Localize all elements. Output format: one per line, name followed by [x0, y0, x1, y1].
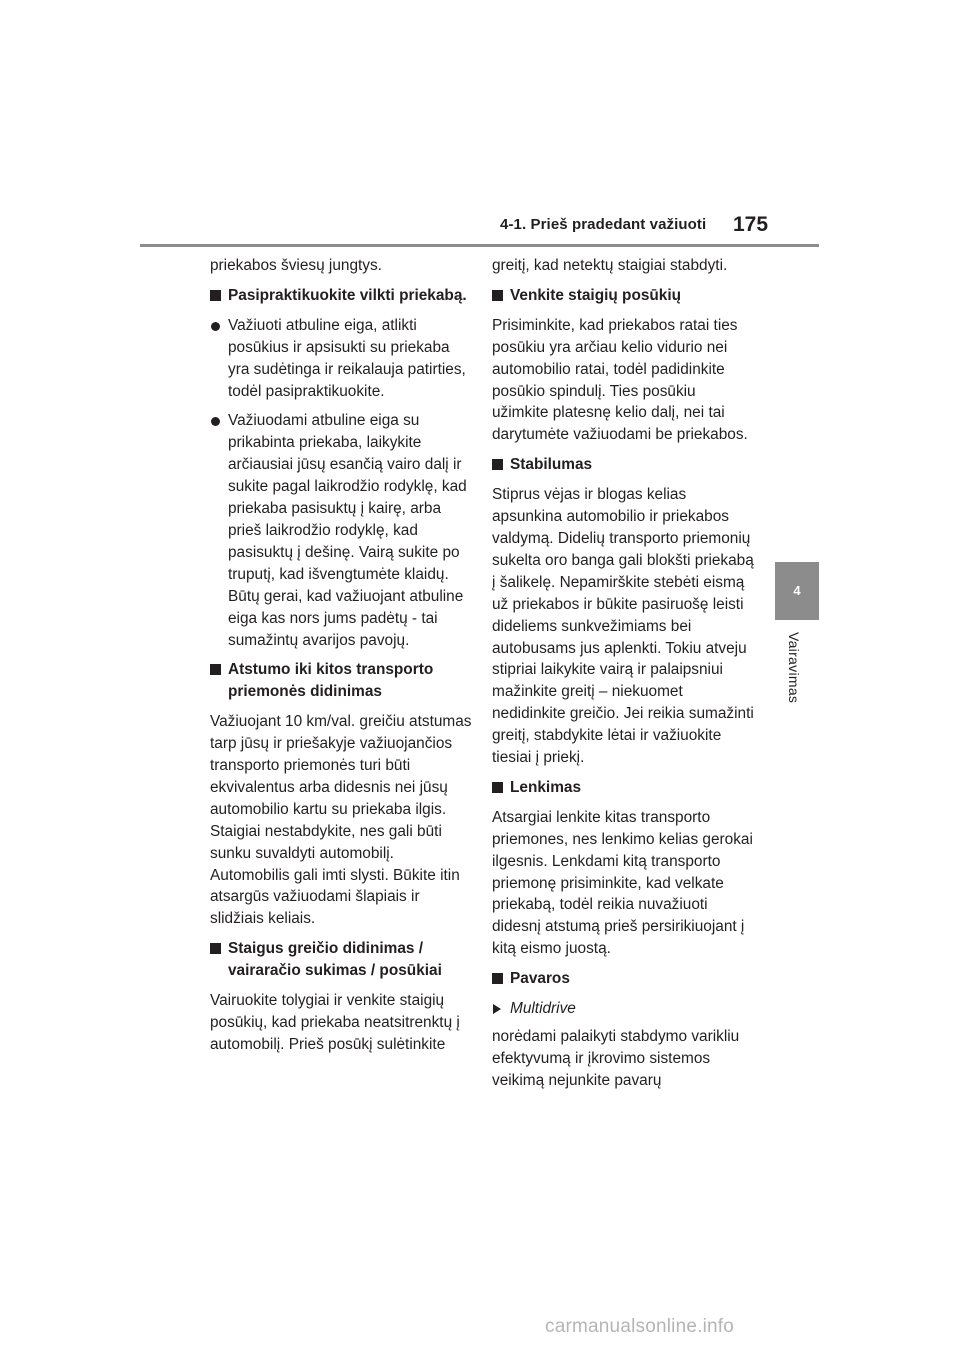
- chapter-tab[interactable]: 4: [775, 562, 819, 620]
- heading-text: Staigus greičio didinimas / vairaračio sukimas / posūkiai: [228, 940, 442, 980]
- triangle-bullet-icon: [493, 1004, 501, 1014]
- paragraph: Vairuokite tolygiai ir venkite staigių posūkių, kad priekaba neatsitrenktų į automobilį. Prieš posūkį sulėtinkite: [210, 992, 460, 1053]
- heading-text: Lenkimas: [510, 778, 582, 796]
- square-bullet-icon: [492, 459, 503, 470]
- square-bullet-icon: [210, 290, 221, 301]
- round-bullet-icon: [211, 417, 220, 426]
- paragraph: Atsargiai lenkite kitas transporto priemones, nes lenkimo kelias gerokai ilgesnis. Lenkdami kitą transporto priemonę prisiminkite, kad velkate priekabą, todėl reikia nuvažiuoti didesnį atstumą prieš persirikiuojant į kitą eismo juostą.: [492, 808, 753, 958]
- paragraph: Stiprus vėjas ir blogas kelias apsunkina automobilio ir priekabos valdymą. Didelių transporto priemonių sukelta oro banga gali blokšti priekabą į šalikelę. Nepamirškite stebėti eismą už priekabos ir būkite pasiruošę leisti dideliems sunkvežimiams bei autobusams jus aplenkti. Tokiu atveju stipriai laikykite vairą ir palaipsniui mažinkite greitį – niekuomet nedidinkite greičio. Jei reikia sumažinti greitį, stabdykite lėtai ir važiuokite tiesiai į priekį.: [492, 486, 754, 767]
- watermark[interactable]: carmanualsonline.info: [545, 1316, 735, 1337]
- chapter-label: Vairavimas: [786, 632, 802, 704]
- heading-text: Venkite staigių posūkių: [510, 286, 682, 304]
- heading-text: Atstumo iki kitos transporto priemonės didinimas: [228, 661, 434, 701]
- heading-text: Stabilumas: [510, 456, 593, 474]
- square-bullet-icon: [492, 290, 503, 301]
- paragraph: priekabos šviesų jungtys.: [210, 257, 382, 274]
- list-item-text: Važiuodami atbuline eiga su prikabinta priekaba, laikykite arčiausiai jūsų esančią vairo dalį ir sukite pagal laikrodžio rodyklę, kad priekaba pasisuktų į kairę, arba prieš laikrodžio rodyklę, kad pasisuktų į dešinę. Vairą sukite po truputį, kad išvengtumėte klaidų. Būtų gerai, kad važiuojant atbuline eiga kas nors jums padėtų - tai sumažintų avarijos pavojų.: [228, 412, 467, 649]
- paragraph: norėdami palaikyti stabdymo varikliu efektyvumą ir įkrovimo sistemos veikimą nejunkite pavarų: [492, 1028, 740, 1089]
- left-column: [210, 255, 472, 1064]
- square-bullet-icon: [492, 782, 503, 793]
- sub-heading-text: Multidrive: [510, 1000, 576, 1018]
- sub-heading: [492, 998, 754, 1020]
- paragraph: Prisiminkite, kad priekabos ratai ties posūkiu yra arčiau kelio vidurio nei automobilio ratai, todėl padidinkite posūkio spindulį. Ties posūkiu užimkite platesnę kelio dalį, nei tai darytumėte važiuodami be priekabos.: [492, 316, 748, 444]
- square-bullet-icon: [210, 943, 221, 954]
- heading-text: Pavaros: [510, 970, 570, 988]
- list-item: [210, 315, 472, 403]
- list-item-text: Važiuoti atbuline eiga, atlikti posūkius ir apsisukti su priekaba yra sudėtinga ir reikalauja patirties, todėl pasipraktikuokite.: [228, 316, 466, 400]
- section-title: 4-1. Prieš pradedant važiuoti: [500, 216, 707, 233]
- section-heading: [492, 968, 754, 990]
- section-heading: [492, 777, 754, 799]
- round-bullet-icon: [211, 322, 220, 331]
- paragraph: Važiuojant 10 km/val. greičiu atstumas tarp jūsų ir priešakyje važiuojančios transporto priemonės turi būti ekvivalentus arba didesnis nei jūsų automobilio kartu su priekaba ilgis. Staigiai nestabdykite, nes gali būti sunku suvaldyti automobilį. Automobilis gali imti slysti. Būkite itin atsargūs važiuodami šlapiais ir slidžiais keliais.: [210, 713, 472, 928]
- section-heading: [210, 938, 472, 982]
- section-heading: [210, 659, 472, 703]
- header-divider: [140, 244, 819, 247]
- section-heading: [210, 285, 472, 307]
- page-number: 175: [733, 213, 769, 236]
- square-bullet-icon: [492, 973, 503, 984]
- section-heading: [492, 285, 754, 307]
- right-column: [492, 255, 754, 1100]
- section-heading: [492, 454, 754, 476]
- square-bullet-icon: [210, 664, 221, 675]
- paragraph: greitį, kad netektų staigiai stabdyti.: [492, 257, 728, 274]
- heading-text: Pasipraktikuokite vilkti priekabą.: [228, 286, 467, 304]
- list-item: [210, 410, 472, 651]
